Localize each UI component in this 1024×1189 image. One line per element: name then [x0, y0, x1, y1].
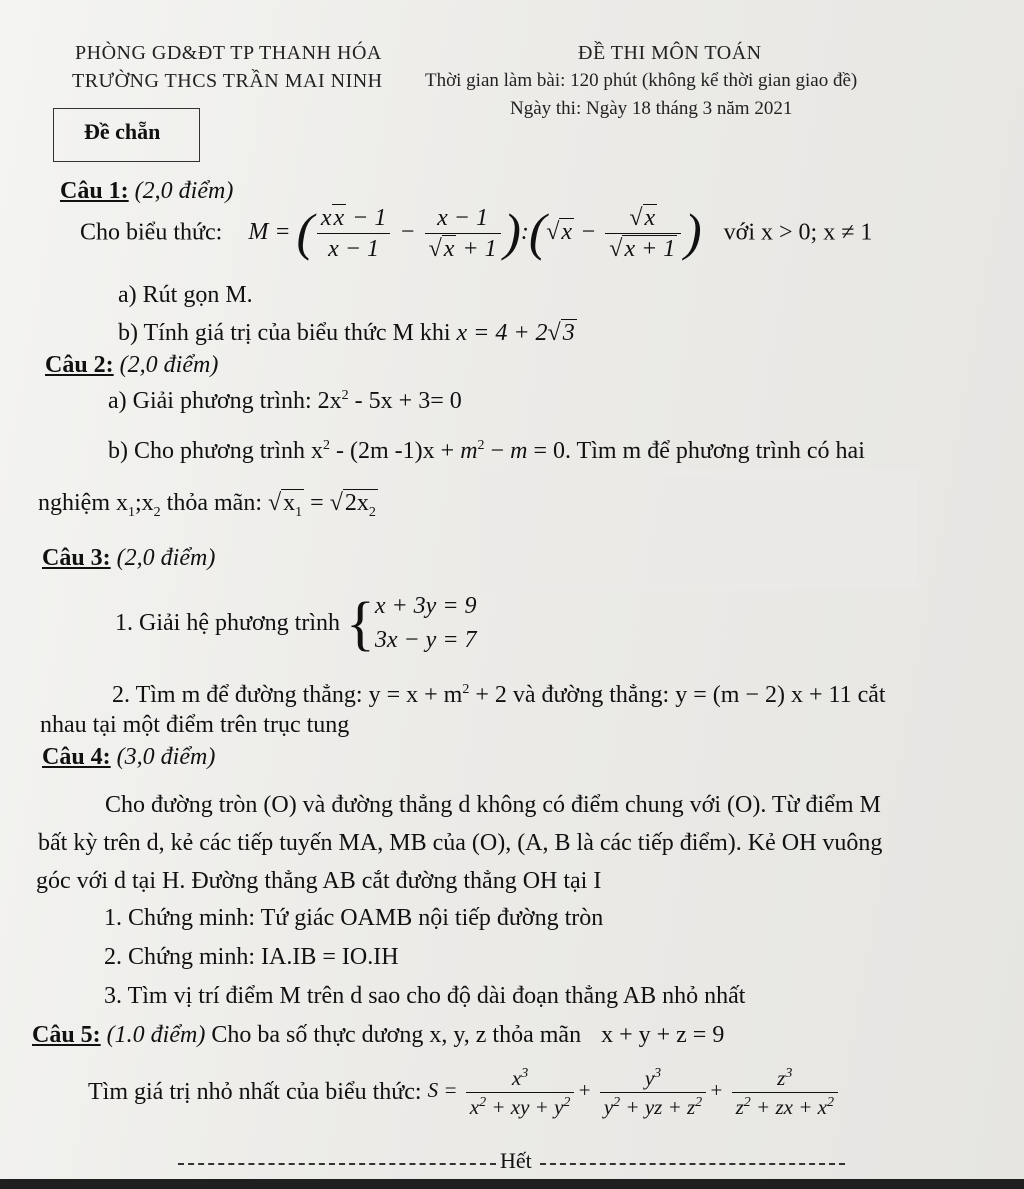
q1-intro: Cho biểu thức: — [80, 219, 223, 246]
q5-condition: x + y + z = 9 — [601, 1022, 725, 1048]
q3-part-1-text: 1. Giải hệ phương trình — [115, 610, 340, 637]
q4-item-2: 2. Chứng minh: IA.IB = IO.IH — [104, 944, 399, 970]
q3-part-2: 2. Tìm m để đường thẳng: $y = x + m^2 + 2$ và đường thẳng: y = (m − 2) x + 11 cắt — [112, 682, 886, 708]
q3-part-1: 1. Giải hệ phương trình {x + 3y = 9 3x − y = 7 — [115, 590, 477, 657]
q2-part-b: b) Cho phương trình $x^2 - (2m$ $-1)x + m^2 - m = 0$. Tìm m để phương trình có hai — [108, 438, 865, 464]
q4-line-1: Cho đường tròn (O) và đường thẳng d không có điểm chung với (O). Từ điểm M — [105, 792, 881, 818]
q2-part-b-text2: . Tìm m để phương trình có hai — [564, 438, 865, 464]
q5-heading — [32, 1022, 724, 1049]
q5-label: Câu 5: — [32, 1022, 101, 1048]
q4-points: (3,0 điểm) — [116, 744, 216, 770]
q3-heading — [42, 545, 215, 572]
dept-name: PHÒNG GD&ĐT TP THANH HÓA — [75, 42, 382, 64]
exam-date: Ngày thi: Ngày 18 tháng 3 năm 2021 — [510, 98, 793, 119]
q5-points: (1.0 điểm) — [106, 1022, 206, 1048]
q4-item-3: 3. Tìm vị trí điểm M trên d sao cho độ dài đoạn thẳng AB nhỏ nhất — [104, 983, 746, 1009]
q1-part-b: b) Tính giá trị của biểu thức M khi x = 4 + 2√3 — [118, 320, 575, 346]
q1-points: (2,0 điểm) — [134, 178, 234, 204]
q2-points: (2,0 điểm) — [119, 352, 219, 378]
q2-heading — [45, 352, 218, 379]
end-rule-right — [540, 1163, 845, 1165]
q2-part-a: a) Giải phương trình: $2x^2 - 5x + 3= 0$ — [108, 388, 462, 414]
blurred-region — [480, 470, 920, 590]
q3-part-2-cont: nhau tại một điểm trên trục tung — [40, 712, 350, 738]
q1-heading — [60, 178, 233, 205]
q2-label: Câu 2: — [45, 352, 114, 378]
variant-label: Đề chẵn — [84, 119, 161, 144]
school-name: TRƯỜNG THCS TRẦN MAI NINH — [72, 70, 383, 92]
q2-part-b-cont: nghiệm $x_1;x_2$ thỏa mãn: $√x_1 = √2x_2$ — [38, 490, 376, 520]
q5-find: Tìm giá trị nhỏ nhất của biểu thức: S = $\frac{x^3}{x^2 + xy + y^2}$ + $\frac{y^3}{y^2 + yz + z^2}$ + $\frac{z^3}{z^2 + zx + x^2}$ — [88, 1066, 841, 1119]
q1-formula: M = ( $\frac{xx - 1}{x - 1}$ − $\frac{x - 1}{√x + 1}$ ):(√x − $\frac{√x}{√x + 1}$ ) — [248, 204, 702, 263]
q1-label: Câu 1: — [60, 178, 129, 204]
end-rule-left — [178, 1163, 496, 1165]
q3-points: (2,0 điểm) — [116, 545, 216, 571]
exam-title: ĐỀ THI MÔN TOÁN — [578, 42, 762, 64]
q3-part-2-text: 2. Tìm m để đường thẳng: — [112, 682, 363, 708]
q1-part-b-text: b) Tính giá trị của biểu thức M khi — [118, 320, 451, 346]
q2-part-b-text: b) Cho phương trình — [108, 438, 306, 464]
exam-time: Thời gian làm bài: 120 phút (không kể thời gian giao đề) — [425, 70, 858, 91]
q3-part-2-text2: và đường thẳng: — [512, 682, 670, 708]
q4-item-1: 1. Chứng minh: Tứ giác OAMB nội tiếp đường tròn — [104, 905, 604, 931]
q2-part-b-text4: thỏa mãn: — [166, 490, 262, 516]
q5-intro: Cho ba số thực dương x, y, z thỏa mãn — [211, 1022, 582, 1048]
q3-label: Câu 3: — [42, 545, 111, 571]
q1-expression-line — [80, 205, 872, 263]
q4-line-3: góc với d tại H. Đường thẳng AB cắt đường thẳng OH tại I — [36, 868, 602, 894]
q2-part-b-text3: nghiệm — [38, 490, 110, 516]
end-marker: Hết — [500, 1148, 532, 1173]
q4-label: Câu 4: — [42, 744, 111, 770]
q4-heading — [42, 744, 215, 771]
q2-part-a-text: a) Giải phương trình: — [108, 388, 312, 414]
q4-line-2: bất kỳ trên d, kẻ các tiếp tuyến MA, MB của (O), (A, B là các tiếp điểm). Kẻ OH vuông — [38, 830, 883, 856]
q1-condition: với x > 0; x ≠ 1 — [723, 219, 873, 246]
q5-find-text: Tìm giá trị nhỏ nhất của biểu thức: — [88, 1079, 422, 1106]
q1-part-a: a) Rút gọn M. — [118, 282, 253, 308]
q3-part-2-text3: cắt — [857, 682, 886, 708]
variant-box — [53, 108, 200, 162]
